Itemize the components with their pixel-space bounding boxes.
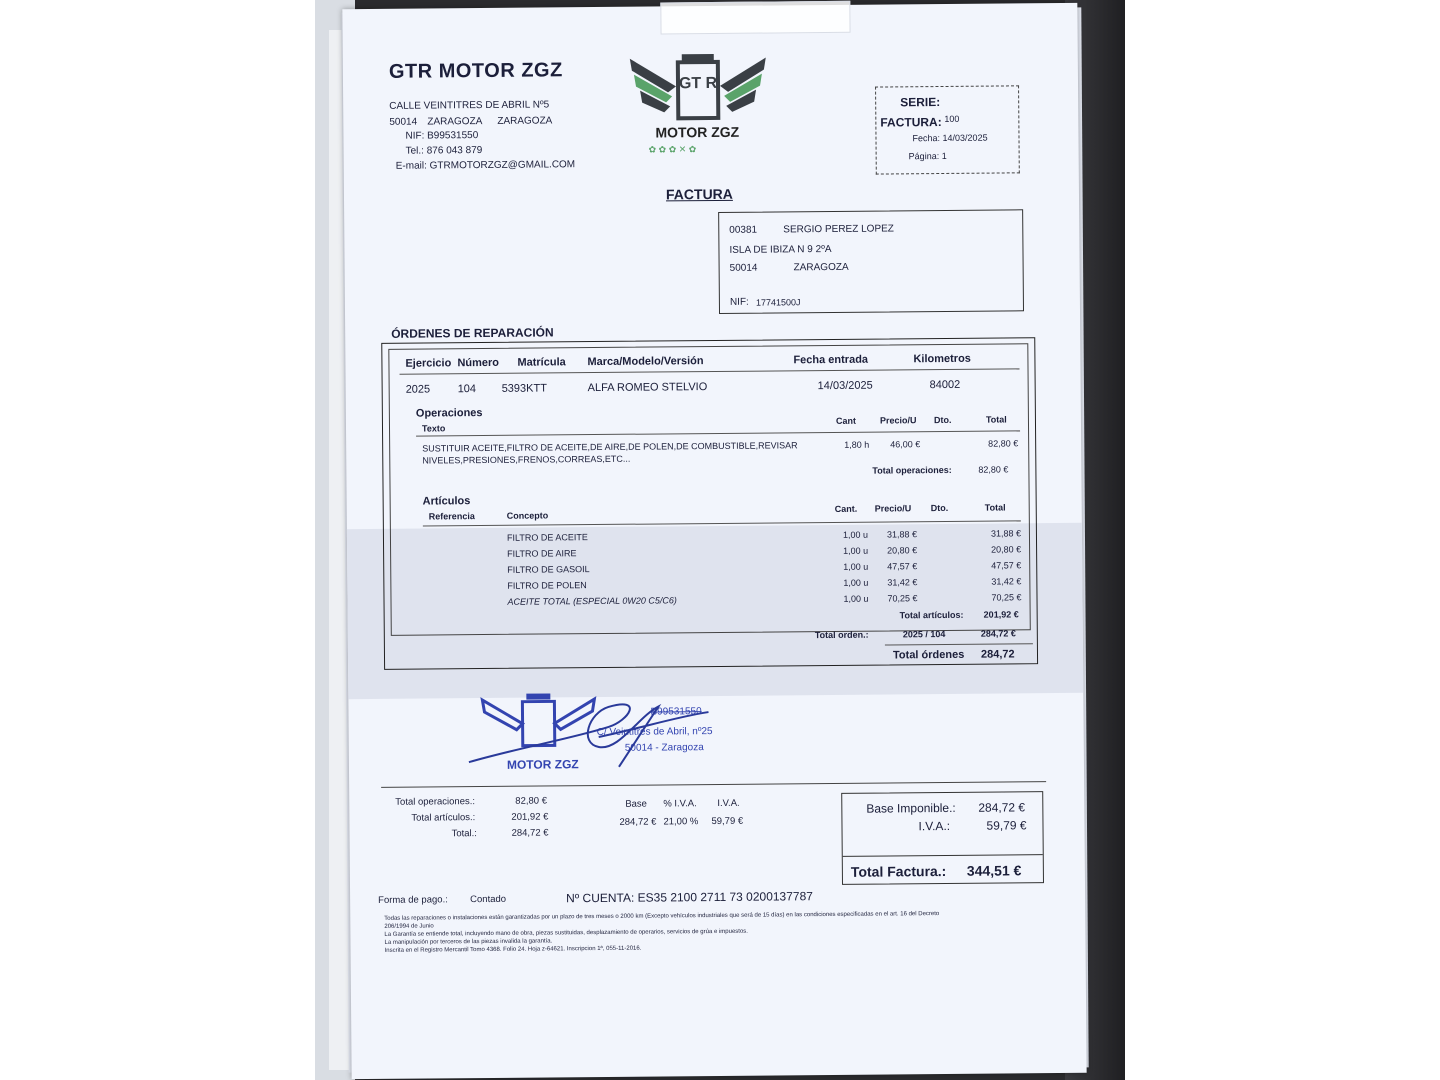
art-cant: 1,00 u (842, 529, 869, 540)
bank-account: Nº CUENTA: ES35 2100 2711 73 0200137787 (566, 889, 813, 906)
footer-line-4: La manipulación por terceros de las piezas invalida la garantía. (384, 938, 553, 946)
pct-iva-value: 21,00 % (663, 816, 699, 828)
val-fecha: 14/03/2025 (817, 379, 873, 393)
art-cant: 1,00 u (843, 577, 869, 588)
val-km: 84002 (929, 378, 961, 392)
svg-text:✿ ✿ ✿ ✕ ✿: ✿ ✿ ✿ ✕ ✿ (648, 144, 697, 155)
op-col-texto: Texto (421, 423, 446, 434)
photo-background (315, 0, 1125, 1080)
orders-box (381, 337, 1038, 670)
base-imponible-label: Base Imponible.: (866, 800, 956, 816)
op-col-dto: Dto. (933, 414, 952, 426)
factura-number: 100 (944, 113, 960, 124)
articulos-title: Artículos (422, 495, 471, 508)
header-divider (400, 368, 1020, 374)
totals-divider (381, 781, 1046, 788)
op-divider (416, 430, 1020, 436)
art-col-dto: Dto. (930, 502, 949, 514)
footer-line-3: La Garantía se entiende total, incluyendo mano de obra, piezas sustituidas, desplazamiento de operarios, servicios de grúa e impuestos. (384, 928, 748, 938)
op-col-cant: Cant (835, 415, 856, 426)
company-nif: NIF: B99531550 (405, 130, 479, 142)
invoice-serie-box (875, 85, 1020, 174)
art-total: 31,88 € (990, 528, 1022, 539)
op-cant: 1,80 h (844, 439, 870, 450)
col-numero: Número (457, 356, 500, 370)
client-nif-label: NIF: (729, 296, 749, 308)
bottom-total: 284,72 € (511, 827, 549, 839)
orders-heading: ÓRDENES DE REPARACIÓN (391, 325, 554, 341)
art-concepto: FILTRO DE ACEITE (506, 532, 588, 543)
val-numero: 104 (457, 383, 477, 396)
base-value: 284,72 € (619, 816, 657, 828)
stamp-name: MOTOR ZGZ (506, 757, 579, 772)
logo-letters: GT R (678, 74, 718, 93)
total-articulos-label: Total artículos: (899, 609, 964, 621)
iva-value: 59,79 € (711, 815, 744, 828)
iva-box-value: 59,79 € (986, 818, 1027, 833)
total-operaciones-value: 82,80 € (978, 464, 1009, 475)
bottom-total-label: Total.: (451, 828, 477, 840)
client-name: SERGIO PEREZ LOPEZ (783, 223, 894, 236)
total-articulos-value: 201,92 € (983, 609, 1019, 620)
client-city: ZARAGOZA (793, 261, 849, 274)
company-logo (628, 48, 769, 157)
total-ordenes-divider (885, 643, 1033, 645)
logo-wordmark: MOTOR ZGZ (655, 123, 740, 141)
op-text-line-2: NIVELES,PRESIONES,FRENOS,CORREAS,ETC... (422, 453, 631, 466)
art-col-total: Total (984, 502, 1006, 513)
invoice-date: Fecha: 14/03/2025 (912, 132, 988, 144)
forma-pago-label: Forma de pago.: (378, 894, 448, 906)
footer-line-2: 206/1994 de Junio (384, 923, 434, 930)
art-concepto: FILTRO DE POLEN (507, 580, 587, 591)
factura-label: FACTURA: (880, 115, 942, 130)
iva-box-label: I.V.A.: (918, 818, 951, 834)
col-fecha: Fecha entrada (793, 353, 869, 367)
col-marca: Marca/Modelo/Versión (587, 355, 704, 369)
art-precio: 31,42 € (887, 577, 918, 588)
company-name: GTR MOTOR ZGZ (388, 59, 563, 83)
serie-label: SERIE: (900, 95, 941, 110)
legal-footer (384, 909, 1054, 955)
total-orden-value: 284,72 € (980, 628, 1016, 639)
val-marca: ALFA ROMEO STELVIO (587, 381, 708, 395)
op-text-line-1: SUSTITUIR ACEITE,FILTRO DE ACEITE,DE AIRE,DE POLEN,DE COMBUSTIBLE,REVISAR (422, 440, 798, 454)
pct-iva-label: % I.V.A. (663, 798, 697, 810)
invoice-sheet (342, 3, 1086, 1079)
client-code: 00381 (729, 224, 758, 236)
client-postal: 50014 (729, 262, 758, 274)
bottom-total-articulos-label: Total artículos.: (411, 812, 476, 824)
op-col-total: Total (985, 414, 1007, 425)
val-matricula: 5393KTT (501, 382, 547, 395)
footer-line-1: Todas las reparaciones o instalaciones están garantizadas por un plazo de tres meses o 2000 km (Excepto vehículos industriales que será de 15 días) en las condiciones especificadas en el art. 16 del Decreto (384, 911, 940, 922)
invoice-page: Página: 1 (908, 150, 947, 162)
company-postal: 50014 (389, 116, 418, 128)
art-cant: 1,00 u (843, 593, 869, 604)
base-imponible-value: 284,72 € (978, 800, 1026, 815)
total-ordenes-value: 284,72 (980, 648, 1015, 661)
art-concepto: FILTRO DE AIRE (507, 548, 577, 559)
art-divider (423, 520, 1021, 526)
total-ordenes-label: Total órdenes (892, 648, 965, 662)
art-total: 20,80 € (991, 544, 1022, 555)
art-cant: 1,00 u (843, 561, 869, 572)
company-email: E-mail: GTRMOTORZGZ@GMAIL.COM (395, 159, 576, 172)
art-col-concepto: Concepto (506, 510, 549, 521)
bottom-total-operaciones-label: Total operaciones.: (395, 796, 476, 808)
client-nif: 17741500J (755, 297, 801, 308)
forma-pago-value: Contado (470, 893, 507, 906)
client-address: ISLA DE IBIZA N 9 2ºA (729, 243, 832, 256)
art-concepto: ACEITE TOTAL (ESPECIAL 0W20 C5/C6) (507, 595, 677, 607)
stamp-city: 50014 - Zaragoza (624, 742, 704, 754)
art-total: 70,25 € (991, 592, 1022, 603)
art-precio: 70,25 € (887, 593, 918, 604)
base-label: Base (625, 798, 647, 810)
company-tel: Tel.: 876 043 879 (405, 145, 483, 157)
art-precio: 20,80 € (887, 545, 918, 556)
col-ejercicio: Ejercicio (405, 357, 452, 370)
art-total: 47,57 € (991, 560, 1022, 571)
bottom-total-articulos: 201,92 € (511, 811, 549, 823)
val-ejercicio: 2025 (405, 383, 431, 396)
bottom-total-operaciones: 82,80 € (515, 795, 548, 807)
art-precio: 31,88 € (886, 529, 918, 540)
stamp-nif: B99531550 (650, 706, 702, 718)
art-col-precio: Precio/U (874, 503, 912, 514)
total-factura-value: 344,51 € (966, 862, 1022, 879)
art-precio: 47,57 € (887, 561, 918, 572)
total-orden-ref: 2025 / 104 (902, 628, 946, 640)
op-col-precio: Precio/U (879, 415, 917, 426)
art-col-referencia: Referencia (428, 511, 475, 522)
art-concepto: FILTRO DE GASOIL (507, 564, 590, 575)
handwritten-signature (458, 676, 729, 778)
total-factura-label: Total Factura.: (850, 862, 947, 880)
col-matricula: Matrícula (517, 356, 566, 369)
total-factura-divider (843, 854, 1043, 857)
col-km: Kilometros (913, 352, 971, 366)
op-precio: 46,00 € (890, 439, 921, 450)
orders-inner-box (388, 343, 1030, 639)
footer-line-5: Inscrita en el Registro Mercantil Tomo 4368. Folio 24. Hoja z-64621. Inscripcion 1ª, 055-11-2016. (384, 945, 642, 954)
company-stamp (478, 686, 739, 778)
invoice-heading: FACTURA (665, 185, 733, 203)
invoice-total-box (841, 791, 1044, 885)
tape-strip (660, 1, 850, 35)
stamp-street: C/ Veintitres de Abril, nº25 (596, 726, 713, 739)
company-city-2: ZARAGOZA (497, 115, 553, 127)
art-total: 31,42 € (991, 576, 1022, 587)
op-total: 82,80 € (988, 438, 1019, 449)
operaciones-title: Operaciones (415, 407, 483, 420)
total-operaciones-label: Total operaciones: (872, 464, 952, 476)
total-orden-label: Total orden.: (814, 629, 869, 641)
company-city-1: ZARAGOZA (427, 116, 483, 128)
iva-label: I.V.A. (717, 797, 740, 809)
company-address: CALLE VEINTITRES DE ABRIL Nº5 (389, 99, 550, 112)
client-box (718, 209, 1024, 314)
art-col-cant: Cant. (834, 503, 858, 514)
art-cant: 1,00 u (843, 545, 869, 556)
